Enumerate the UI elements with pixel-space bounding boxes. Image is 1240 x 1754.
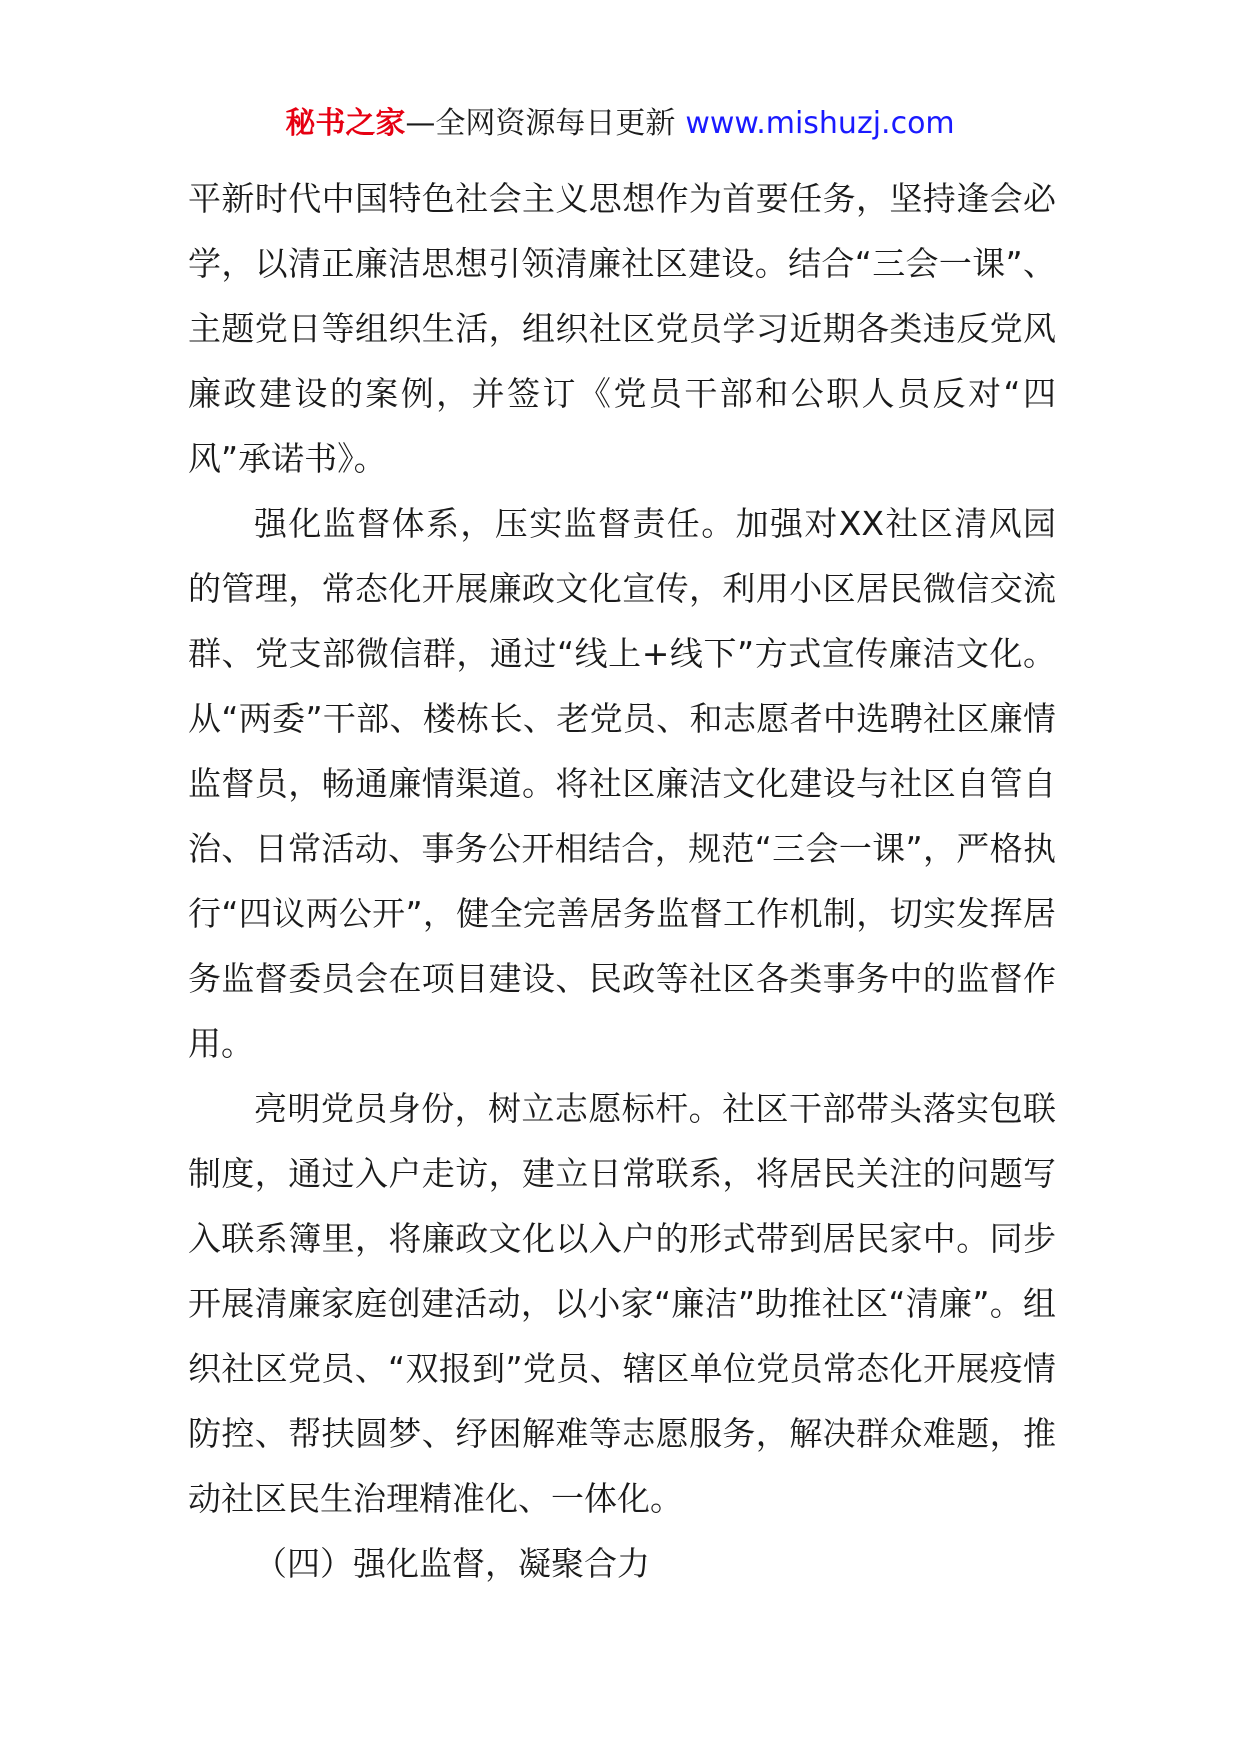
paragraph-continued: 平新时代中国特色社会主义思想作为首要任务，坚持逢会必学，以清正廉洁思想引领清廉社区建设。结合“三会一课”、主题党日等组织生活，组织社区党员学习近期各类违反党风廉政建设的案例，并签订《党员干部和公职人员反对“四风”承诺书》。: [188, 179, 1056, 478]
section-heading: （四）强化监督，凝聚合力: [254, 1544, 650, 1583]
brand-name: 秘书之家: [285, 106, 406, 141]
header-tagline: —全网资源每日更新: [405, 106, 676, 141]
site-url-link[interactable]: www.mishuzj.com: [685, 106, 955, 141]
paragraph-supervision-system: 强化监督体系，压实监督责任。加强对XX社区清风园的管理，常态化开展廉政文化宣传，利用小区居民微信交流群、党支部微信群，通过“线上+线下”方式宣传廉洁文化。从“两委”干部、楼栋长、老党员、和志愿者中选聘社区廉情监督员，畅通廉情渠道。将社区廉洁文化建设与社区自管自治、日常活动、事务公开相结合，规范“三会一课”，严格执行“四议两公开”，健全完善居务监督工作机制，切实发挥居务监督委员会在项目建设、民政等社区各类事务中的监督作用。: [188, 504, 1056, 1063]
site-header: [0, 104, 1240, 144]
document-body: [188, 166, 1056, 1596]
paragraph-party-member-identity: 亮明党员身份，树立志愿标杆。社区干部带头落实包联制度，通过入户走访，建立日常联系，将居民关注的问题写入联系簿里，将廉政文化以入户的形式带到居民家中。同步开展清廉家庭创建活动，以小家“廉洁”助推社区“清廉”。组织社区党员、“双报到”党员、辖区单位党员常态化开展疫情防控、帮扶圆梦、纾困解难等志愿服务，解决群众难题，推动社区民生治理精准化、一体化。: [188, 1089, 1056, 1518]
